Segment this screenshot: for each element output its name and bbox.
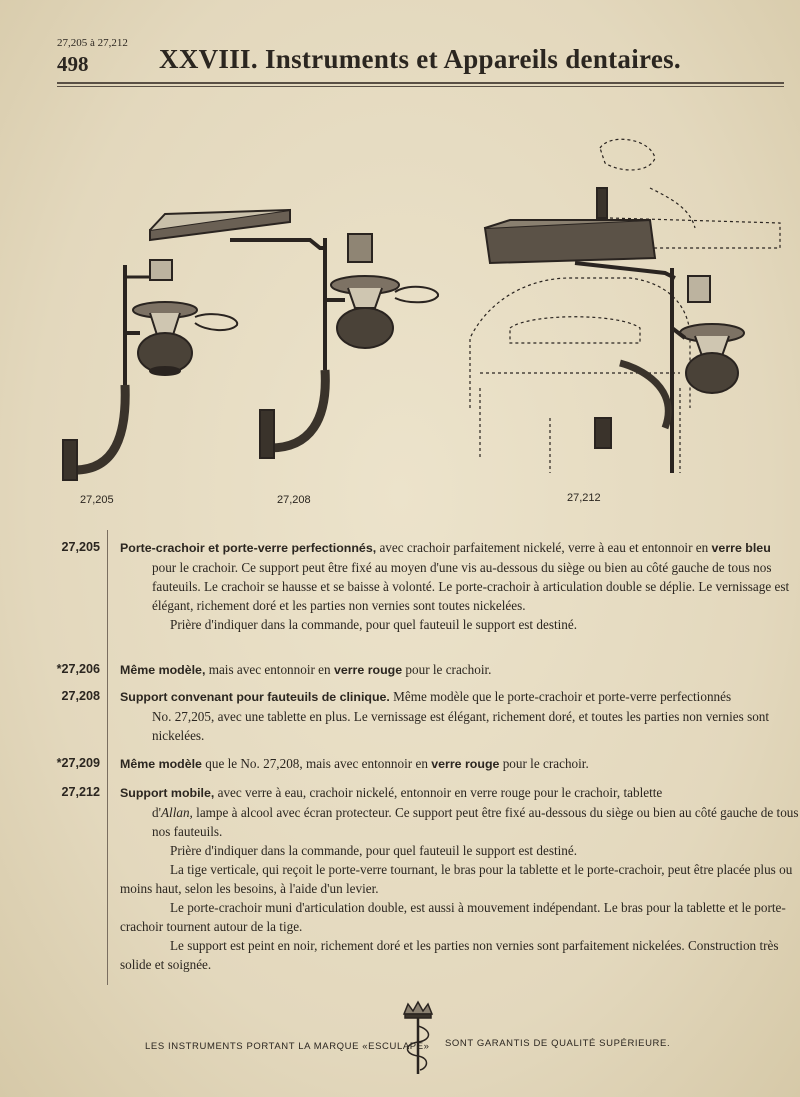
item-text: pour le crachoir. Ce support peut être fixé au moyen d'une vis au-dessous du siège ou bien au côté gauche de tous nos fauteuils. Le crachoir se hausse et se baisse à volonté. Le porte-crachoir à articulation double se déplie. Le vernissage est élégant, richement doré et les parties non vernies sont toutes nickelées. [152,560,790,613]
item-text: que le No. 27,208, mais avec entonnoir en [201,756,432,771]
item-paragraph: La tige verticale, qui reçoit le porte-verre tournant, le bras pour la tablette et le porte-crachoir, peut être placée plus ou moins haut, selon les besoins, à l'aide d'un levier. [120,862,793,896]
page-range: 27,205 à 27,212 [57,37,128,49]
item-paragraph: Le support est peint en noir, richement doré et les parties non vernies sont parfaitement nickelées. Construction très solide et soignée. [120,938,779,972]
item-text: pour le crachoir. [402,662,492,677]
item-number: *27,209 [56,756,100,770]
figure-caption: 27,205 [80,494,114,506]
spittoon-holder-with-tray-illustration [140,200,450,465]
column-divider [107,530,108,985]
item-text: No. 27,205, avec une tablette en plus. Le vernissage est élégant, richement doré, et toutes les parties non vernies sont nickelées. [152,709,770,743]
item-note: Prière d'indiquer dans la commande, pour quel fauteuil le support est destiné. [170,843,578,858]
item-text: mais avec entonnoir en [205,662,334,677]
item-text: pour le crachoir. [499,756,589,771]
item-note: Prière d'indiquer dans la commande, pour quel fauteuil le support est destiné. [170,617,578,632]
item-text: lampe à alcool avec écran protecteur. Ce support peut être fixé au-dessous du siège ou bien au côté gauche de tous nos fauteuils. [152,805,799,839]
item-number: 27,205 [61,540,100,554]
item-text: avec crachoir parfaitement nickelé, verre à eau et entonnoir en [376,540,712,555]
header-rule [57,82,784,84]
item-strong: verre rouge [333,663,403,677]
footer-trademark-text: LES INSTRUMENTS PORTANT LA MARQUE «ESCULAPE» [145,1041,430,1052]
item-strong: verre bleu [711,541,771,555]
item-text: d' [152,805,161,820]
item-paragraph: Le porte-crachoir muni d'articulation double, est aussi à mouvement indépendant. Le bras pour la tablette et le porte-crachoir tournent autour de la tige. [120,900,786,934]
page-number: 498 [57,52,89,76]
item-number: 27,212 [61,785,100,799]
item-lead: Même modèle [120,757,202,771]
item-number: 27,208 [61,689,100,703]
item-text: avec verre à eau, crachoir nickelé, entonnoir en verre rouge pour le crachoir, tablette [214,785,663,800]
footer-guarantee-text: SONT GARANTIS DE QUALITÉ SUPÉRIEURE. [445,1038,671,1049]
item-lead: Porte-crachoir et porte-verre perfectionnés, [120,541,377,555]
item-lead: Même modèle, [120,663,206,677]
figure-caption: 27,208 [277,494,311,506]
item-lead: Support convenant pour fauteuils de clinique. [120,690,390,704]
item-text: Même modèle que le porte-crachoir et porte-verre perfectionnés [389,689,732,704]
mobile-support-on-chair-illustration [450,128,790,480]
item-lead: Support mobile, [120,786,215,800]
page-title: XXVIII. Instruments et Appareils dentaires. [159,44,681,74]
item-emphasis: Allan, [160,805,193,820]
item-number: *27,206 [56,662,100,676]
esculape-crown-serpent-logo [398,1000,438,1078]
figure-caption: 27,212 [567,492,601,504]
header-rule-thin [57,86,784,87]
item-strong: verre rouge [431,757,500,771]
